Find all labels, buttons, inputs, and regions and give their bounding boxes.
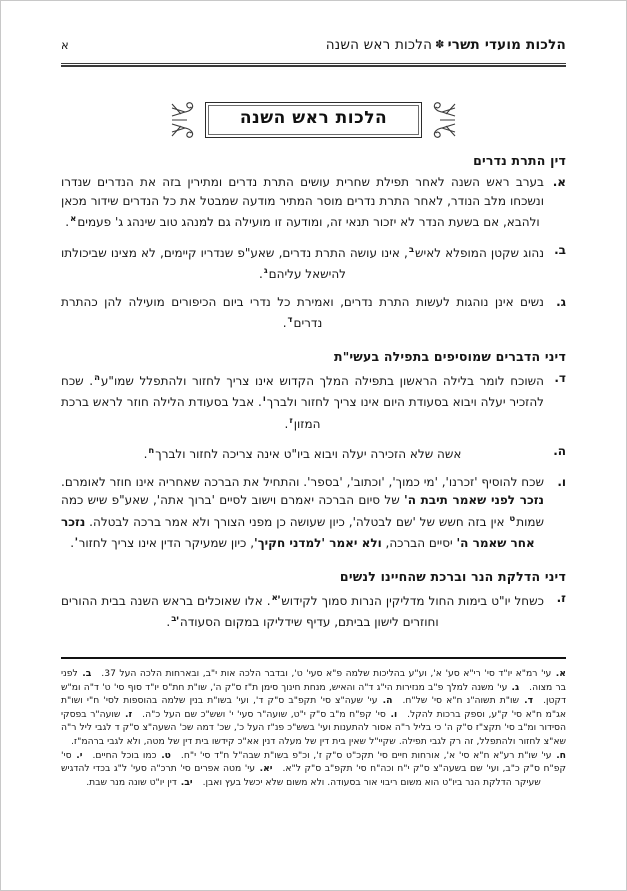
text-run: . xyxy=(65,215,70,229)
text-run: . xyxy=(259,267,263,281)
footnote-reference[interactable]: ב xyxy=(408,244,415,255)
footnote-reference[interactable]: יב xyxy=(171,614,179,624)
numbered-paragraph xyxy=(61,369,566,434)
document-body xyxy=(61,153,566,641)
paragraph-marker: א. xyxy=(552,175,566,189)
footnote-text: עי' שעה"צ סי' תקפ"ב ס"ק ד', ועי' בשו"ת בנין שלמה בהוספות לסי' ח"י ושו"ת אג"מ ח"א סי' ק"ע, וספק ברכות להקל. xyxy=(61,695,567,720)
section-heading: דין התרת נדרים xyxy=(473,153,566,168)
running-head-title-light: הלכות ראש השנה xyxy=(325,37,433,53)
paragraph-text xyxy=(61,369,544,434)
paragraph-text xyxy=(61,473,544,553)
text-run: . אבל בסעודת הלילה חוזר לראש ברכת המזון xyxy=(61,395,321,431)
header-rule-thick xyxy=(61,65,566,67)
footnote-reference[interactable]: ז xyxy=(289,415,293,426)
footnote-text: סי' קפ"ח מ"ב ס"ק י"ט, שועה"ר סעי' י' ושש"כ שם העל כ"ה. xyxy=(142,708,390,720)
text-run: , אינו עושה התרת נדרים, שאע"פ שנדריו קיימים, לא מצינו שביכולתו להישאל עליהם xyxy=(61,245,408,281)
numbered-paragraph xyxy=(61,442,566,464)
text-run: שכח להוסיף 'זכרנו', 'מי כמוך', 'וכתוב', 'בספר'. והתחיל את הברכה שאחריה אינו חוזר לאומרם. xyxy=(61,474,544,489)
paragraph-marker: ז. xyxy=(556,590,566,605)
footnote-gap xyxy=(82,749,92,763)
footnote-gap xyxy=(61,735,71,749)
title-plate xyxy=(171,98,456,142)
six-point-star-icon: ✽ xyxy=(435,38,445,51)
footnote-text: דין יו"ט שונה מנר שבת. xyxy=(86,776,180,788)
title-plate-wrap xyxy=(1,97,626,143)
footnote-text: סי' קפ"ח ס"ק כ"ב, ועי' שם בשעה"צ ס"ק י"ח וכה"ח סי' תקפ"ב ס"ק ל"א. xyxy=(61,749,566,775)
text-run: . xyxy=(284,416,289,431)
footnote-marker: ט. xyxy=(161,749,171,761)
numbered-paragraph xyxy=(61,293,566,333)
footnote-marker: א. xyxy=(555,668,566,679)
text-run: השוכח לומר בלילה הראשון בתפילה המלך הקדוש אינו צריך לחזור ולהתפלל שמו"ע xyxy=(100,373,544,388)
footnote-text: לפני בר מצוה. xyxy=(61,668,566,693)
footnote-reference[interactable]: ט xyxy=(509,513,516,524)
text-run: . xyxy=(143,447,148,461)
paragraph-marker: ו. xyxy=(557,474,566,489)
paragraph-text xyxy=(61,173,544,232)
emphasis-text: נזכר אחר שאמר ה' xyxy=(61,514,535,550)
section-heading: דיני הדברים שמוסיפים בתפילה בעשי"ת xyxy=(333,348,566,364)
footnote-reference[interactable]: ה xyxy=(94,372,100,383)
text-run: . xyxy=(282,316,287,330)
text-run: אשה שלא הזכירה יעלה ויבוא ביו"ט אינה צריכה לחזור ולברך xyxy=(155,447,462,461)
footnote-gap xyxy=(91,667,101,681)
paragraph-marker: ג. xyxy=(556,294,566,309)
footnote-marker: יב. xyxy=(180,776,193,788)
footnote-gap xyxy=(132,708,142,722)
running-head xyxy=(61,37,566,59)
footnote-reference[interactable]: ו xyxy=(262,394,266,404)
paragraph-text xyxy=(61,293,544,333)
footnote-text: שו"ת תשוה"נ ח"א סי' של"ח. xyxy=(402,695,524,707)
footnote-text: עי' מטה אפרים סי' תרכ"ה סעי' ל"ג בכדי להדגיש שעיקר הדלקת הנר ביו"ט הוא משום ריבוי אור בסעודה. ולא משום שלא יכשל בעץ ואבן. xyxy=(61,763,541,788)
footnote-text: עי' שו"ת רע"א ח"א סי' א', אורחות חיים סי' תקכ"ט ס"ק ז', וכ"פ בשו"ת שבה"ל ח"ד סי' י"ח. xyxy=(180,749,556,761)
paragraph-marker: ה. xyxy=(553,444,566,458)
numbered-paragraph xyxy=(61,589,566,632)
paragraph-text xyxy=(61,442,544,464)
text-run: בערב ראש השנה לאחר תפילת שחרית עושים התרת נדרים ומתירין בזה את הנדרים שנדרו ונשכחו מלב הנודר, לאחר התרת נדרים מוסר המתיר מודעה שמבטל את כל הנדרים שידור מכאן ולהבא, אם בשעת הנדר לא יזכור תנאי זה, ומודעה זו מועילה גם למנהג טוב שינהג ג' פעמים xyxy=(61,175,544,229)
section-heading: דיני הדלקת הנר וברכת שהחיינו לנשים xyxy=(339,568,566,584)
footnote-marker: יא. xyxy=(259,763,273,775)
header-rule xyxy=(61,63,566,67)
footnote-marker: ז. xyxy=(125,708,133,720)
running-head-title xyxy=(326,37,566,53)
numbered-paragraph xyxy=(61,173,566,232)
text-run: נהוג שקטן המופלא לאיש xyxy=(415,245,544,260)
text-run: . xyxy=(166,615,171,629)
footnote-gap xyxy=(392,694,402,708)
footnote-reference[interactable]: יא xyxy=(271,592,281,603)
text-run: כשחל יו"ט בימות החול מדליקין הנרות סמוך לקידוש xyxy=(281,593,544,608)
footnote-marker: ד. xyxy=(524,695,534,707)
folio-number: א xyxy=(61,38,69,52)
paragraph-text xyxy=(61,589,544,632)
text-run: נשים אינן נוהגות לעשות התרת נדרים, ואמירת כל נדרי ביום הכיפורים מועילה להן כהתרת נדרים xyxy=(61,294,544,330)
text-run: של סיום הברכה יאמרם וישוב לסיים 'ברוך אתה', שאע"פ שיש כמה שמות xyxy=(61,493,544,529)
footnote-gap xyxy=(272,762,282,776)
footnote-marker: ב. xyxy=(82,668,92,679)
title-plate-box xyxy=(205,102,422,137)
footnote-gap xyxy=(171,749,181,763)
text-run: . xyxy=(70,536,75,550)
emphasis-text: ולא יאמר 'למדני חקיך' xyxy=(254,536,382,550)
emphasis-text: נזכר לפני שאמר תיבת ה' xyxy=(404,493,544,507)
footnote-marker: ח. xyxy=(556,749,566,761)
text-run: אין בזה חשש של 'שם לבטלה', כיון שעושה כן מפני הצורך ולא אמר ברכה לבטלה. xyxy=(85,514,509,529)
footnote-text: עי' רמ"א יו"ד סי' רי"א סע' א', וע"ע בהליכות שלמה פ"א סעי' ט', ובדבר הלכה אות י"ב, ובארחות הלכה העל 37. xyxy=(101,668,555,679)
text-run: , כיון שמעיקר הדין אינו צריך לחזור xyxy=(78,536,255,550)
footnote-separator-rule xyxy=(61,657,566,659)
footnote-reference[interactable]: י xyxy=(75,535,78,545)
numbered-paragraph xyxy=(61,473,566,553)
footnote-reference[interactable]: ח xyxy=(148,446,155,456)
text-run: . שכח להזכיר יעלה ויבוא בסעודת היום אינו צריך לחזור ולברך xyxy=(61,373,544,409)
footnote-reference[interactable]: א xyxy=(70,214,77,224)
footnote-marker: ג. xyxy=(511,681,520,693)
scroll-flourish-icon-left xyxy=(171,98,205,142)
scroll-flourish-icon-right xyxy=(422,98,456,142)
footnote-reference[interactable]: ג xyxy=(263,266,268,276)
footnote-gap xyxy=(519,681,529,695)
paragraph-marker: ד. xyxy=(554,370,566,385)
text-run: יסיים הברכה, xyxy=(381,536,457,550)
footnote-gap xyxy=(397,708,407,722)
footnote-block xyxy=(61,667,566,789)
footnote-marker: י. xyxy=(76,749,83,761)
footnote-gap xyxy=(533,694,543,708)
footnote-text: כמו בוכל החיים. xyxy=(92,749,161,761)
footnote-reference[interactable]: ד xyxy=(287,315,293,325)
footnote-text: שועה"ר בפסקי הסידור ומ"ב סי' תקצ"ז ס"ק ה' כי בליל ר"ה אסור להתענות ועי' בשש"כ פנ"ז העל כ', שכ' דמה שכ' השעה"צ ס"ק ד לגבי ליל ר"ה שא"צ לחזור ולהתפלל, זה רק לגבי תפילה. שקיי"ל שאין בית דין של מעלה דנין אא"כ קידשו בית דין של מטה, ולא לגבי ברהמ"ז. xyxy=(61,708,566,747)
footnote-gap xyxy=(193,776,203,790)
page-title: הלכות ראש השנה xyxy=(239,108,388,129)
footnote-marker: ה. xyxy=(382,695,393,707)
footnote-text: עי' משנה למלך פ"ב מנזירות הי"ג ד"ה והאיש, מנחת חינוך סימן ת"ז ס"ק ה', שו"ת חת"ס יו"ד סוף סי' ט' ד"ה ומ"ש דקטן. xyxy=(61,681,566,707)
footnote-marker: ו. xyxy=(390,708,398,720)
text-run: . אלו שאוכלים בראש השנה בבית ההורים וחוזרים לישון בביתם, עדיף שידליקו במקום הסעודה xyxy=(61,593,439,629)
running-head-title-bold: הלכות מועדי תשרי xyxy=(447,37,566,53)
paragraph-marker: ב. xyxy=(554,242,566,257)
numbered-paragraph xyxy=(61,241,566,284)
paragraph-text xyxy=(61,241,544,284)
